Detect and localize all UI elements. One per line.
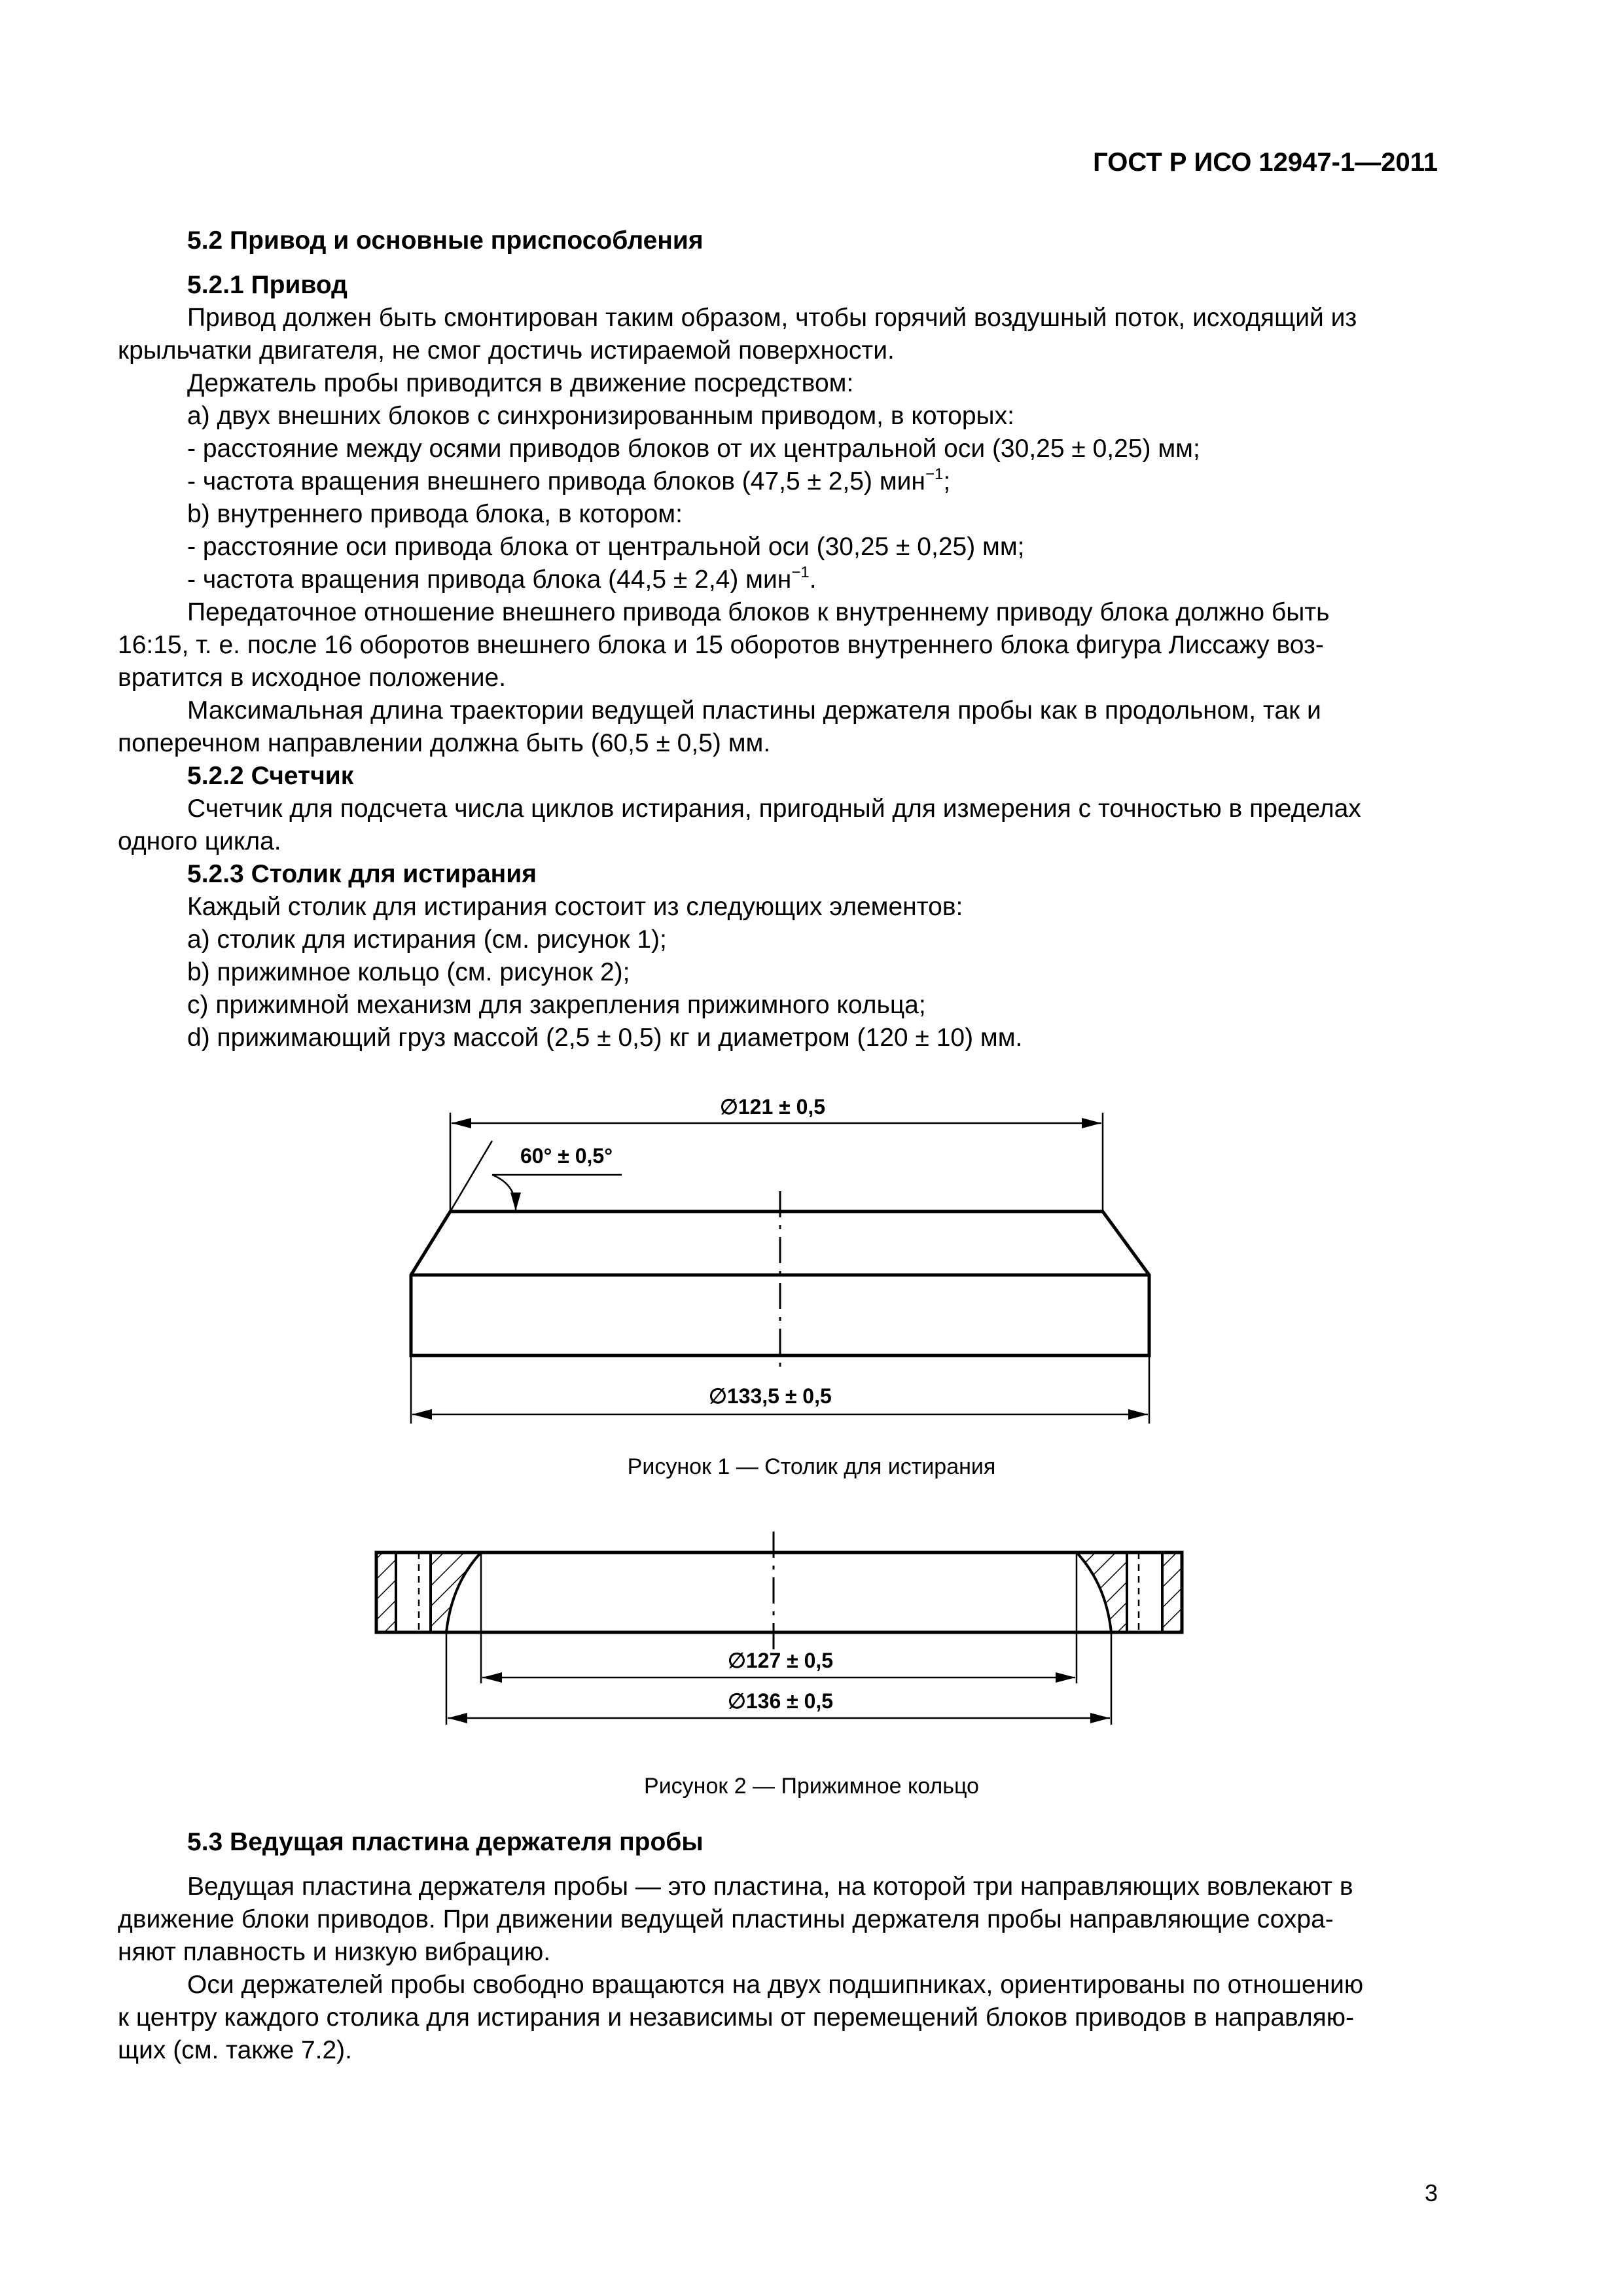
figure-1-angle-label: 60° ± 0,5° <box>520 1144 613 1168</box>
paragraph-line: движение блоки приводов. При движении ведущей пластины держателя пробы направляющие сохра- <box>118 1905 1334 1933</box>
section-heading-5-2-2: 5.2.2 Счетчик <box>187 762 354 790</box>
paragraph-line: крыльчатки двигателя, не смог достичь истираемой поверхности. <box>118 336 895 365</box>
paragraph-line: Счетчик для подсчета числа циклов истирания, пригодный для измерения с точностью в пределах <box>187 795 1361 823</box>
figure-1-bottom-diameter-label: ∅133,5 ± 0,5 <box>709 1384 832 1408</box>
punctuation: . <box>809 565 817 594</box>
paragraph-line: вратится в исходное положение. <box>118 664 507 692</box>
paragraph-line: Держатель пробы приводится в движение посредством: <box>187 369 854 397</box>
section-heading-5-2-1: 5.2.1 Привод <box>187 271 348 299</box>
paragraph-line: одного цикла. <box>118 827 281 855</box>
list-item: c) прижимной механизм для закрепления прижимного кольца; <box>187 991 926 1019</box>
page-number: 3 <box>1424 2179 1438 2206</box>
text-block-lower <box>118 1826 1440 2067</box>
paragraph-line: поперечном направлении должна быть (60,5 ± 0,5) мм. <box>118 729 771 757</box>
figure-2-outer-diameter-label: ∅136 ± 0,5 <box>728 1689 834 1713</box>
section-heading-5-3: 5.3 Ведущая пластина держателя пробы <box>187 1828 704 1856</box>
list-item-text: - частота вращения привода блока (44,5 ± 2,4) мин <box>187 565 792 594</box>
document-code-header: ГОСТ Р ИСО 12947-1—2011 <box>1093 148 1438 177</box>
paragraph-line: Ведущая пластина держателя пробы — это пластина, на которой три направляющих вовлекают в <box>187 1873 1353 1901</box>
list-item: d) прижимающий груз массой (2,5 ± 0,5) кг и диаметром (120 ± 10) мм. <box>187 1024 1023 1052</box>
list-item: b) прижимное кольцо (см. рисунок 2); <box>187 958 630 986</box>
paragraph-line: Оси держателей пробы свободно вращаются на двух подшипниках, ориентированы по отношению <box>187 1971 1364 1999</box>
punctuation: ; <box>943 467 951 495</box>
figure-2-caption: Рисунок 2 — Прижимное кольцо <box>644 1774 979 1799</box>
paragraph-line: Максимальная длина траектории ведущей пластины держателя пробы как в продольном, так и <box>187 696 1321 725</box>
list-item: - расстояние между осями приводов блоков от их центральной оси (30,25 ± 0,25) мм; <box>187 435 1200 463</box>
list-item-text: - частота вращения внешнего привода блоков (47,5 ± 2,5) мин <box>187 467 925 495</box>
figure-1-caption: Рисунок 1 — Столик для истирания <box>627 1454 996 1479</box>
figure-1-top-diameter-label: ∅121 ± 0,5 <box>720 1095 826 1119</box>
paragraph-line: 16:15, т. е. после 16 оборотов внешнего блока и 15 оборотов внутреннего блока фигура Лиссажу воз- <box>118 631 1324 659</box>
list-item: a) двух внешних блоков с синхронизированным приводом, в которых: <box>187 402 1014 430</box>
paragraph-line: щих (см. также 7.2). <box>118 2036 353 2064</box>
paragraph-line: Каждый столик для истирания состоит из следующих элементов: <box>187 893 963 921</box>
section-heading-5-2-3: 5.2.3 Столик для истирания <box>187 860 537 888</box>
section-heading-5-2: 5.2 Привод и основные приспособления <box>187 226 704 255</box>
paragraph-line: Передаточное отношение внешнего привода блоков к внутреннему приводу блока должно быть <box>187 598 1330 626</box>
superscript: −1 <box>791 564 810 581</box>
paragraph-line: няют плавность и низкую вибрацию. <box>118 1938 551 1966</box>
figure-2-inner-diameter-label: ∅127 ± 0,5 <box>728 1649 834 1672</box>
list-item: a) столик для истирания (см. рисунок 1); <box>187 925 667 954</box>
list-item: b) внутреннего привода блока, в котором: <box>187 500 683 528</box>
superscript: −1 <box>925 465 944 483</box>
paragraph-line: к центру каждого столика для истирания и независимы от перемещений блоков приводов в направляю- <box>118 2003 1354 2032</box>
list-item: - расстояние оси привода блока от центральной оси (30,25 ± 0,25) мм; <box>187 533 1025 561</box>
paragraph-line: Привод должен быть смонтирован таким образом, чтобы горячий воздушный поток, исходящий из <box>187 304 1357 332</box>
